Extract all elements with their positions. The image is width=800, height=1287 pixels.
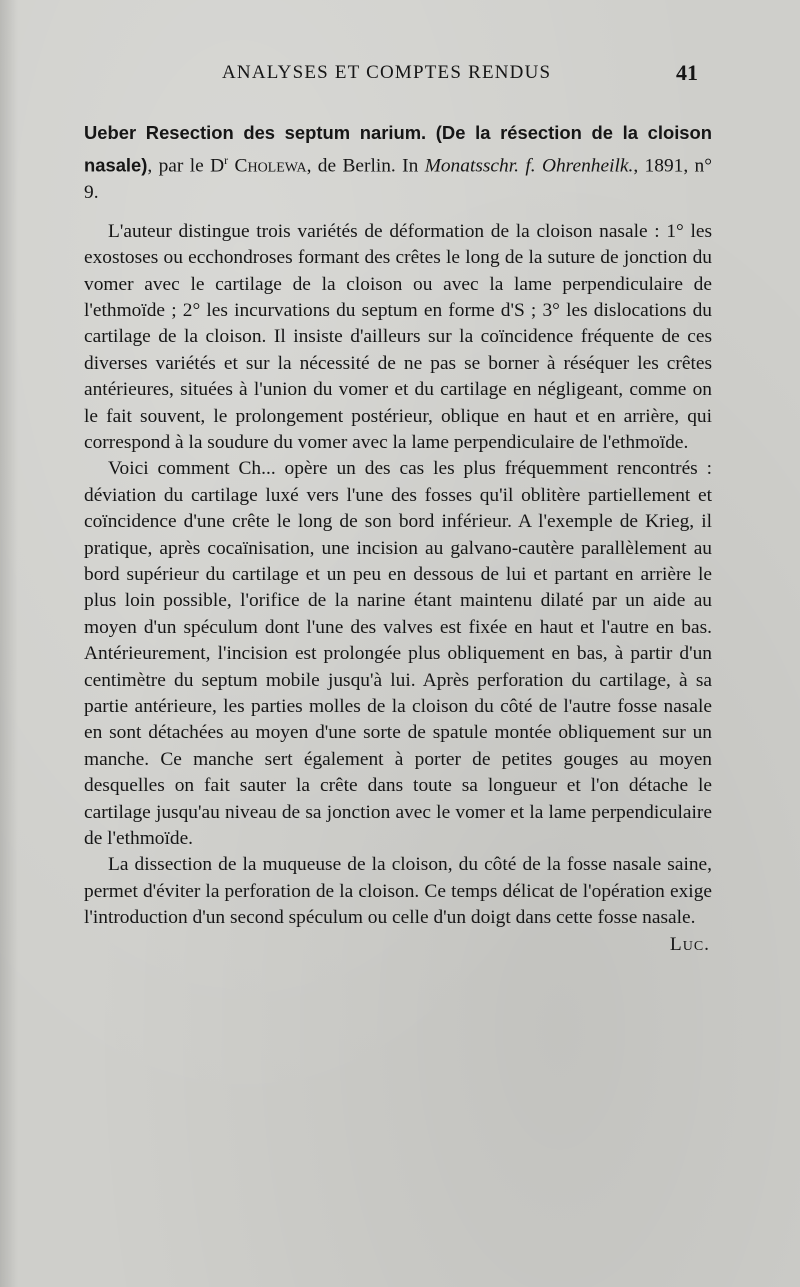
running-title: ANALYSES ET COMPTES RENDUS [222, 62, 552, 83]
article-title-bold: Ueber Resection des septum narium. (De la résection de la cloison nasale) [84, 122, 712, 176]
article-body [84, 120, 712, 958]
article-title [84, 120, 712, 207]
paragraph-1: L'auteur distingue trois variétés de déformation de la cloison nasale : 1° les exostoses ou ecchondroses formant des crêtes le long de la suture de jonction du vomer avec le cartilage de la cloison ou avec la lame perpendiculaire de l'ethmoïde ; 2° les incurvations du septum en forme d'S ; 3° les dislocations du cartilage de la cloison. Il insiste d'ailleurs sur la coïncidence fréquente de ces diverses variétés et sur la nécessité de ne pas se borner à réséquer les crêtes antérieures, situées à l'union du vomer et du cartilage en négligeant, comme on le fait souvent, le prolongement postérieur, oblique en haut et en arrière, qui correspond à la soudure du vomer avec la lame perpendiculaire de l'ethmoïde. [84, 220, 712, 453]
article-author: Cholewa [234, 155, 307, 177]
article-journal: Monatsschr. f. Ohrenheilk. [424, 155, 634, 177]
article-title-dr-superscript: r [224, 153, 229, 168]
author-signature: Luc. [669, 933, 710, 955]
page-number: 41 [676, 60, 698, 85]
page-header [0, 62, 800, 92]
article-title-part: , 1891, n° 9. [84, 155, 713, 204]
page-gutter-shadow [0, 0, 18, 1287]
paragraph-3: La dissection de la muqueuse de la cloison, du côté de la fosse nasale saine, permet d'éviter la perforation de la cloison. Ce temps délicat de l'opération exige l'introduction d'un second spéculum ou celle d'un doigt dans cette fosse nasale. [84, 854, 712, 929]
article-title-part: , de Berlin. In [306, 155, 425, 177]
paragraph-2: Voici comment Ch... opère un des cas les plus fréquemment rencontrés : déviation du cartilage luxé vers l'une des fosses qu'il oblitère partiellement et coïncidence d'une crête le long de son bord inférieur. A l'exemple de Krieg, il pratique, après cocaïnisation, une incision au galvano-cautère parallèlement au bord supérieur du cartilage et un peu en dessous de lui et partant en arrière le plus loin possible, l'orifice de la narine étant maintenu dilaté par un aide au moyen d'un spéculum dont l'une des valves est fixée en haut et l'autre en bas. Antérieurement, l'incision est prolongée plus obliquement en bas, à partir d'un centimètre du septum mobile jusqu'à lui. Après perforation du cartilage, à sa partie antérieure, les parties molles de la cloison du côté de l'autre fosse nasale en sont détachées au moyen d'une sorte de spatule montée obliquement sur un manche. Ce manche sert également à porter de petites gouges au moyen desquelles on fait sauter la crête dans toute sa longueur et l'on détache le cartilage jusqu'au niveau de sa jonction avec le vomer et la lame perpendiculaire de l'ethmoïde. [84, 458, 712, 850]
article-title-part: , par le D [147, 155, 225, 177]
